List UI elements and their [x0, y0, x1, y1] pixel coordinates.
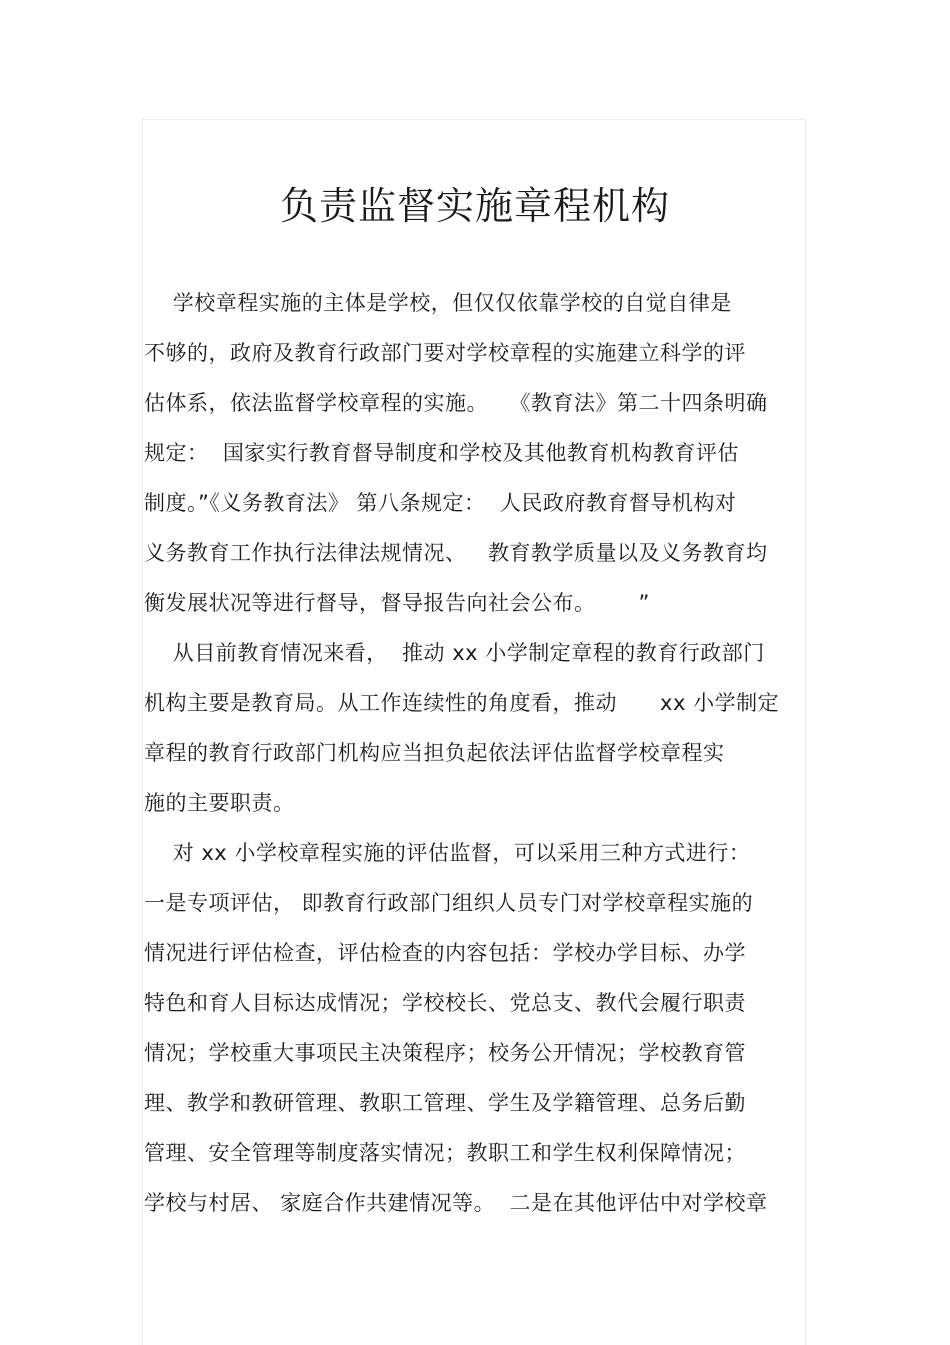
- text-line-7: 衡发展状况等进行督导，督导报告向社会公布。 ”: [144, 591, 650, 615]
- text-line-4: 规定： 国家实行教育督导制度和学校及其他教育机构教育评估: [144, 441, 739, 465]
- text-line-16: 情况；学校重大事项民主决策程序；校务公开情况；学校教育管: [144, 1041, 746, 1065]
- text-line-8: 从目前教育情况来看， 推动 xx 小学制定章程的教育行政部门: [144, 641, 765, 665]
- document-title: 负责监督实施章程机构: [279, 184, 670, 228]
- text-line-19: 学校与村居、 家庭合作共建情况等。 二是在其他评估中对学校章: [144, 1191, 768, 1215]
- text-line-15: 特色和育人目标达成情况；学校校长、党总支、教代会履行职责: [144, 991, 746, 1015]
- text-line-18: 管理、安全管理等制度落实情况；教职工和学生权利保障情况；: [144, 1141, 746, 1165]
- text-line-13: 一是专项评估， 即教育行政部门组织人员专门对学校章程实施的: [144, 891, 754, 915]
- text-line-3: 估体系，依法监督学校章程的实施。 《教育法》第二十四条明确: [144, 391, 768, 415]
- text-line-17: 理、教学和教研管理、教职工管理、学生及学籍管理、总务后勤: [144, 1091, 746, 1115]
- text-line-6: 义务教育工作执行法律法规情况、 教育教学质量以及义务教育均: [144, 541, 768, 565]
- text-line-12: 对 xx 小学校章程实施的评估监督，可以采用三种方式进行：: [144, 841, 751, 865]
- text-line-9: 机构主要是教育局。从工作连续性的角度看，推动 xx 小学制定: [144, 691, 780, 715]
- text-line-2: 不够的，政府及教育行政部门要对学校章程的实施建立科学的评: [144, 341, 746, 365]
- text-line-10: 章程的教育行政部门机构应当担负起依法评估监督学校章程实: [144, 741, 725, 765]
- text-line-14: 情况进行评估检查，评估检查的内容包括：学校办学目标、办学: [144, 941, 746, 965]
- text-line-5: 制度。”《义务教育法》 第八条规定： 人民政府教育督导机构对: [144, 491, 737, 515]
- text-line-11: 施的主要职责。: [144, 791, 295, 815]
- text-line-1: 学校章程实施的主体是学校，但仅仅依靠学校的自觉自律是: [144, 291, 732, 315]
